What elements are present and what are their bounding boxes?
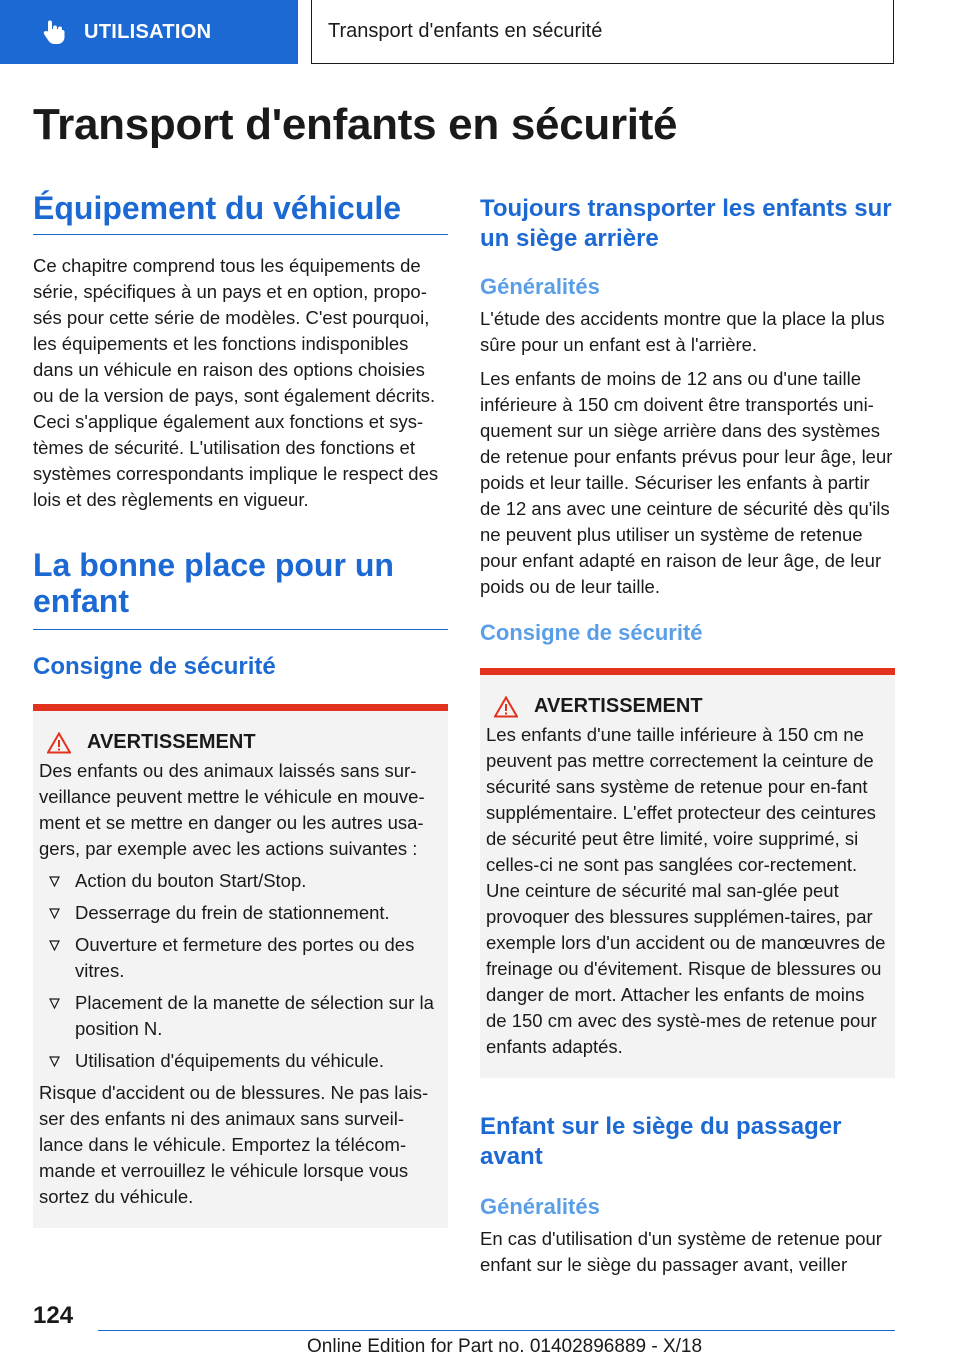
list-item: Utilisation d'équipements du véhicule. xyxy=(39,1048,442,1074)
triangle-bullet-icon xyxy=(49,998,60,1009)
warning-text-right: Les enfants d'une taille inférieure à 150 cm ne peuvent pas mettre correctement la ceinture de sécurité sans système de retenue pour en-fant supplémentaire. L'effet protecteur des ceintures de sécurité peut être limité, voire supprimé, si celles-ci ne sont pas sanglées cor-rectement. Une ceinture de sécurité mal san-glée peut provoquer des blessures supplémen-taires, par exemple lors d'un accident ou de manœuvres de freinage ou d'évitement. Risque de blessures ou danger de mort. Attacher les enfants de moins de 150 cm avec des systè-mes de retenue pour enfants adaptés. xyxy=(486,724,886,1057)
section-label: UTILISATION xyxy=(84,20,212,43)
general-text-2: Les enfants de moins de 12 ans ou d'une taille inférieure à 150 cm doivent être transportés uni-quement sur un siège arrière dans des systèmes de retenue pour enfants prévus pour leur âge, leur poids et leur taille. Sécuriser les enfants à partir de 12 ans avec une ceinture de sécurité dès qu'ils ne peuvent plus utiliser un système de retenue pour enfant adapté en raison de leur âge, de leur poids ou de leur taille. xyxy=(480,368,893,597)
warning-box-right xyxy=(480,668,895,1078)
hand-pointer-icon xyxy=(40,18,68,46)
list-item: Action du bouton Start/Stop. xyxy=(39,868,442,894)
edition-text: Online Edition for Part no. 01402896889 - X/18 xyxy=(307,1336,703,1357)
right-column xyxy=(480,190,895,1278)
front-seat-heading: Enfant sur le siège du passager avant xyxy=(480,1113,842,1170)
breadcrumb: Transport d'enfants en sécurité xyxy=(311,0,894,64)
list-item: Desserrage du frein de stationnement. xyxy=(39,900,442,926)
list-item: Placement de la manette de sélection sur la position N. xyxy=(39,990,442,1042)
place-heading: La bonne place pour un enfant xyxy=(33,547,394,619)
triangle-bullet-icon xyxy=(49,940,60,951)
warning-label-left: AVERTISSEMENT xyxy=(87,731,256,753)
safety-heading-right: Consigne de sécurité xyxy=(480,620,703,645)
page-title: Transport d'enfants en sécurité xyxy=(33,100,678,149)
safety-heading-left: Consigne de sécurité xyxy=(33,653,276,680)
footer-divider xyxy=(98,1330,895,1331)
warning-action-list xyxy=(39,868,442,1074)
warning-outro: Risque d'accident ou de blessures. Ne pas lais-ser des enfants ni des animaux sans surveil-lance dans le véhicule. Emportez la télécom-mande et verrouillez le véhicule lorsque vous sortez du véhicule. xyxy=(39,1082,429,1207)
equipment-text: Ce chapitre comprend tous les équipements de série, spécifiques à un pays et en option, propo-sés pour cette série de modèles. C'est pourquoi, les équipements et les fonctions indisponibles dans un véhicule en raison des options choisies ou de la version de pays, sont également décrits. Ceci s'applique également aux fonctions et sys-tèmes de sécurité. L'utilisation des fonctions et systèmes correspondants implique le respect des lois et des règlements en vigueur. xyxy=(33,255,439,510)
general-text-1: L'étude des accidents montre que la place la plus sûre pour un enfant est à l'arrière. xyxy=(480,308,885,355)
triangle-bullet-icon xyxy=(49,876,60,887)
rear-seat-heading: Toujours transporter les enfants sur un siège arrière xyxy=(480,195,892,252)
warning-intro: Des enfants ou des animaux laissés sans sur-veillance peuvent mettre le véhicule en mouve-ment et se mettre en danger ou les autres usa-gers, par exemple avec les actions suivantes : xyxy=(39,760,425,859)
left-column xyxy=(33,190,448,1228)
triangle-bullet-icon xyxy=(49,908,60,919)
warning-triangle-icon xyxy=(47,732,71,754)
section-tab[interactable] xyxy=(0,0,298,64)
warning-label-right: AVERTISSEMENT xyxy=(534,695,703,717)
general-heading: Généralités xyxy=(480,274,600,299)
warning-box-left xyxy=(33,704,448,1228)
front-seat-text: En cas d'utilisation d'un système de retenue pour enfant sur le siège du passager avant, veiller xyxy=(480,1228,882,1275)
front-general-heading: Généralités xyxy=(480,1194,600,1219)
page-number: 124 xyxy=(33,1302,74,1329)
triangle-bullet-icon xyxy=(49,1056,60,1067)
equipment-heading: Équipement du véhicule xyxy=(33,190,402,226)
list-item: Ouverture et fermeture des portes ou des vitres. xyxy=(39,932,442,984)
warning-triangle-icon xyxy=(494,696,518,718)
